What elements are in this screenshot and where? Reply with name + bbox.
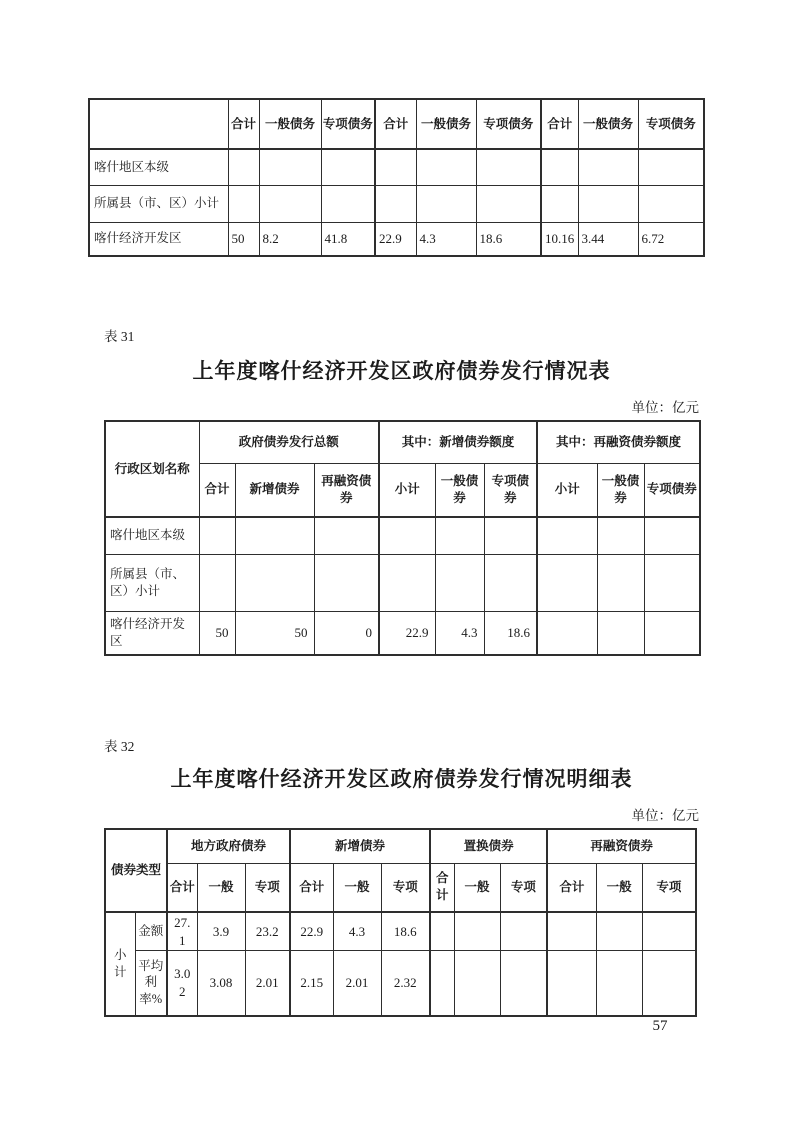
cell bbox=[430, 912, 454, 951]
column-header: 专项 bbox=[245, 863, 290, 912]
cell: 10.16 bbox=[541, 222, 578, 256]
cell: 50 bbox=[235, 611, 314, 655]
cell: 18.6 bbox=[476, 222, 541, 256]
cell: 3.44 bbox=[578, 222, 638, 256]
cell bbox=[435, 554, 484, 611]
column-header: 合计 bbox=[290, 863, 333, 912]
cell: 50 bbox=[228, 222, 259, 256]
column-header: 合计 bbox=[430, 863, 454, 912]
table31-tag: 表 31 bbox=[104, 329, 135, 344]
column-header: 一般 bbox=[333, 863, 381, 912]
cell bbox=[199, 554, 235, 611]
group-header: 地方政府债券 bbox=[167, 829, 290, 863]
column-header: 专项 bbox=[381, 863, 430, 912]
cell bbox=[259, 185, 321, 222]
cell bbox=[547, 912, 596, 951]
cell: 8.2 bbox=[259, 222, 321, 256]
cell bbox=[375, 149, 416, 185]
corner-cell bbox=[89, 99, 228, 149]
cell bbox=[321, 185, 375, 222]
column-header: 一般债券 bbox=[597, 463, 644, 517]
column-header: 专项债务 bbox=[638, 99, 704, 149]
cell bbox=[578, 185, 638, 222]
cell bbox=[228, 149, 259, 185]
cell bbox=[547, 951, 596, 1016]
debt-limit-continuation-table bbox=[88, 98, 705, 257]
cell: 22.9 bbox=[379, 611, 435, 655]
cell: 6.72 bbox=[638, 222, 704, 256]
cell bbox=[430, 951, 454, 1016]
cell bbox=[644, 554, 700, 611]
cell: 23.2 bbox=[245, 912, 290, 951]
cell: 3.02 bbox=[167, 951, 197, 1016]
column-header: 一般债务 bbox=[578, 99, 638, 149]
row-sublabel: 平均利率% bbox=[135, 951, 167, 1016]
cell bbox=[235, 554, 314, 611]
row-label: 喀什地区本级 bbox=[105, 517, 199, 554]
group-header: 置换债券 bbox=[430, 829, 547, 863]
table32-title: 上年度喀什经济开发区政府债券发行情况明细表 bbox=[170, 768, 633, 791]
row-label: 所属县（市、区）小计 bbox=[105, 554, 199, 611]
cell bbox=[537, 611, 597, 655]
column-header: 合计 bbox=[167, 863, 197, 912]
cell bbox=[500, 912, 547, 951]
row-label: 小计 bbox=[105, 912, 135, 1016]
row-label: 喀什地区本级 bbox=[89, 149, 228, 185]
cell bbox=[596, 912, 642, 951]
column-header: 专项债务 bbox=[476, 99, 541, 149]
cell bbox=[259, 149, 321, 185]
cell bbox=[537, 517, 597, 554]
cell bbox=[228, 185, 259, 222]
cell: 3.9 bbox=[197, 912, 245, 951]
column-header: 一般 bbox=[596, 863, 642, 912]
page-number: 57 bbox=[652, 1018, 668, 1034]
cell bbox=[375, 185, 416, 222]
column-header: 一般债务 bbox=[416, 99, 476, 149]
group-header: 政府债券发行总额 bbox=[199, 421, 379, 463]
table31-title: 上年度喀什经济开发区政府债券发行情况表 bbox=[192, 360, 611, 383]
cell bbox=[321, 149, 375, 185]
cell bbox=[484, 554, 537, 611]
column-header: 一般 bbox=[454, 863, 500, 912]
column-header: 一般债务 bbox=[259, 99, 321, 149]
row-label: 所属县（市、区）小计 bbox=[89, 185, 228, 222]
group-header: 其中：新增债券额度 bbox=[379, 421, 537, 463]
cell: 41.8 bbox=[321, 222, 375, 256]
table32-unit-label: 单位：亿元 bbox=[631, 808, 699, 823]
cell: 2.32 bbox=[381, 951, 430, 1016]
cell bbox=[314, 517, 379, 554]
cell: 22.9 bbox=[290, 912, 333, 951]
cell: 2.01 bbox=[333, 951, 381, 1016]
column-header: 一般 bbox=[197, 863, 245, 912]
row-label: 喀什经济开发区 bbox=[105, 611, 199, 655]
cell: 4.3 bbox=[416, 222, 476, 256]
cell: 0 bbox=[314, 611, 379, 655]
cell bbox=[644, 517, 700, 554]
column-header: 专项债务 bbox=[321, 99, 375, 149]
column-header: 再融资债券 bbox=[314, 463, 379, 517]
cell bbox=[314, 554, 379, 611]
cell bbox=[578, 149, 638, 185]
group-header: 再融资债券 bbox=[547, 829, 696, 863]
column-header: 专项债券 bbox=[484, 463, 537, 517]
column-header: 专项 bbox=[642, 863, 696, 912]
cell bbox=[199, 517, 235, 554]
column-header: 小计 bbox=[537, 463, 597, 517]
cell bbox=[597, 554, 644, 611]
cell bbox=[435, 517, 484, 554]
cell bbox=[597, 611, 644, 655]
column-header: 合计 bbox=[547, 863, 596, 912]
group-header: 新增债券 bbox=[290, 829, 430, 863]
cell bbox=[416, 149, 476, 185]
cell: 2.15 bbox=[290, 951, 333, 1016]
cell bbox=[638, 185, 704, 222]
column-header: 小计 bbox=[379, 463, 435, 517]
cell bbox=[454, 951, 500, 1016]
cell: 2.01 bbox=[245, 951, 290, 1016]
cell: 27.1 bbox=[167, 912, 197, 951]
cell bbox=[537, 554, 597, 611]
cell bbox=[541, 185, 578, 222]
cell bbox=[484, 517, 537, 554]
cell bbox=[476, 149, 541, 185]
cell bbox=[541, 149, 578, 185]
column-header: 专项 bbox=[500, 863, 547, 912]
cell bbox=[500, 951, 547, 1016]
row-label: 喀什经济开发区 bbox=[89, 222, 228, 256]
cell bbox=[476, 185, 541, 222]
cell bbox=[644, 611, 700, 655]
column-header: 合计 bbox=[541, 99, 578, 149]
column-header: 一般债券 bbox=[435, 463, 484, 517]
cell: 4.3 bbox=[435, 611, 484, 655]
cell bbox=[642, 951, 696, 1016]
cell bbox=[416, 185, 476, 222]
column-header: 合计 bbox=[375, 99, 416, 149]
corner-header: 债券类型 bbox=[105, 829, 167, 912]
cell: 3.08 bbox=[197, 951, 245, 1016]
cell bbox=[379, 517, 435, 554]
column-header: 专项债券 bbox=[644, 463, 700, 517]
cell: 18.6 bbox=[381, 912, 430, 951]
bond-issuance-detail-table bbox=[104, 828, 697, 1017]
cell bbox=[642, 912, 696, 951]
cell: 18.6 bbox=[484, 611, 537, 655]
table31-unit-label: 单位：亿元 bbox=[631, 400, 699, 415]
column-header: 新增债券 bbox=[235, 463, 314, 517]
bond-issuance-table bbox=[104, 420, 701, 656]
column-header: 合计 bbox=[228, 99, 259, 149]
cell bbox=[597, 517, 644, 554]
cell bbox=[379, 554, 435, 611]
cell bbox=[596, 951, 642, 1016]
cell bbox=[638, 149, 704, 185]
cell: 4.3 bbox=[333, 912, 381, 951]
cell: 22.9 bbox=[375, 222, 416, 256]
table32-tag: 表 32 bbox=[104, 739, 135, 754]
group-header: 其中：再融资债券额度 bbox=[537, 421, 700, 463]
corner-header: 行政区划名称 bbox=[105, 421, 199, 517]
cell: 50 bbox=[199, 611, 235, 655]
cell bbox=[454, 912, 500, 951]
row-sublabel: 金额 bbox=[135, 912, 167, 951]
cell bbox=[235, 517, 314, 554]
column-header: 合计 bbox=[199, 463, 235, 517]
